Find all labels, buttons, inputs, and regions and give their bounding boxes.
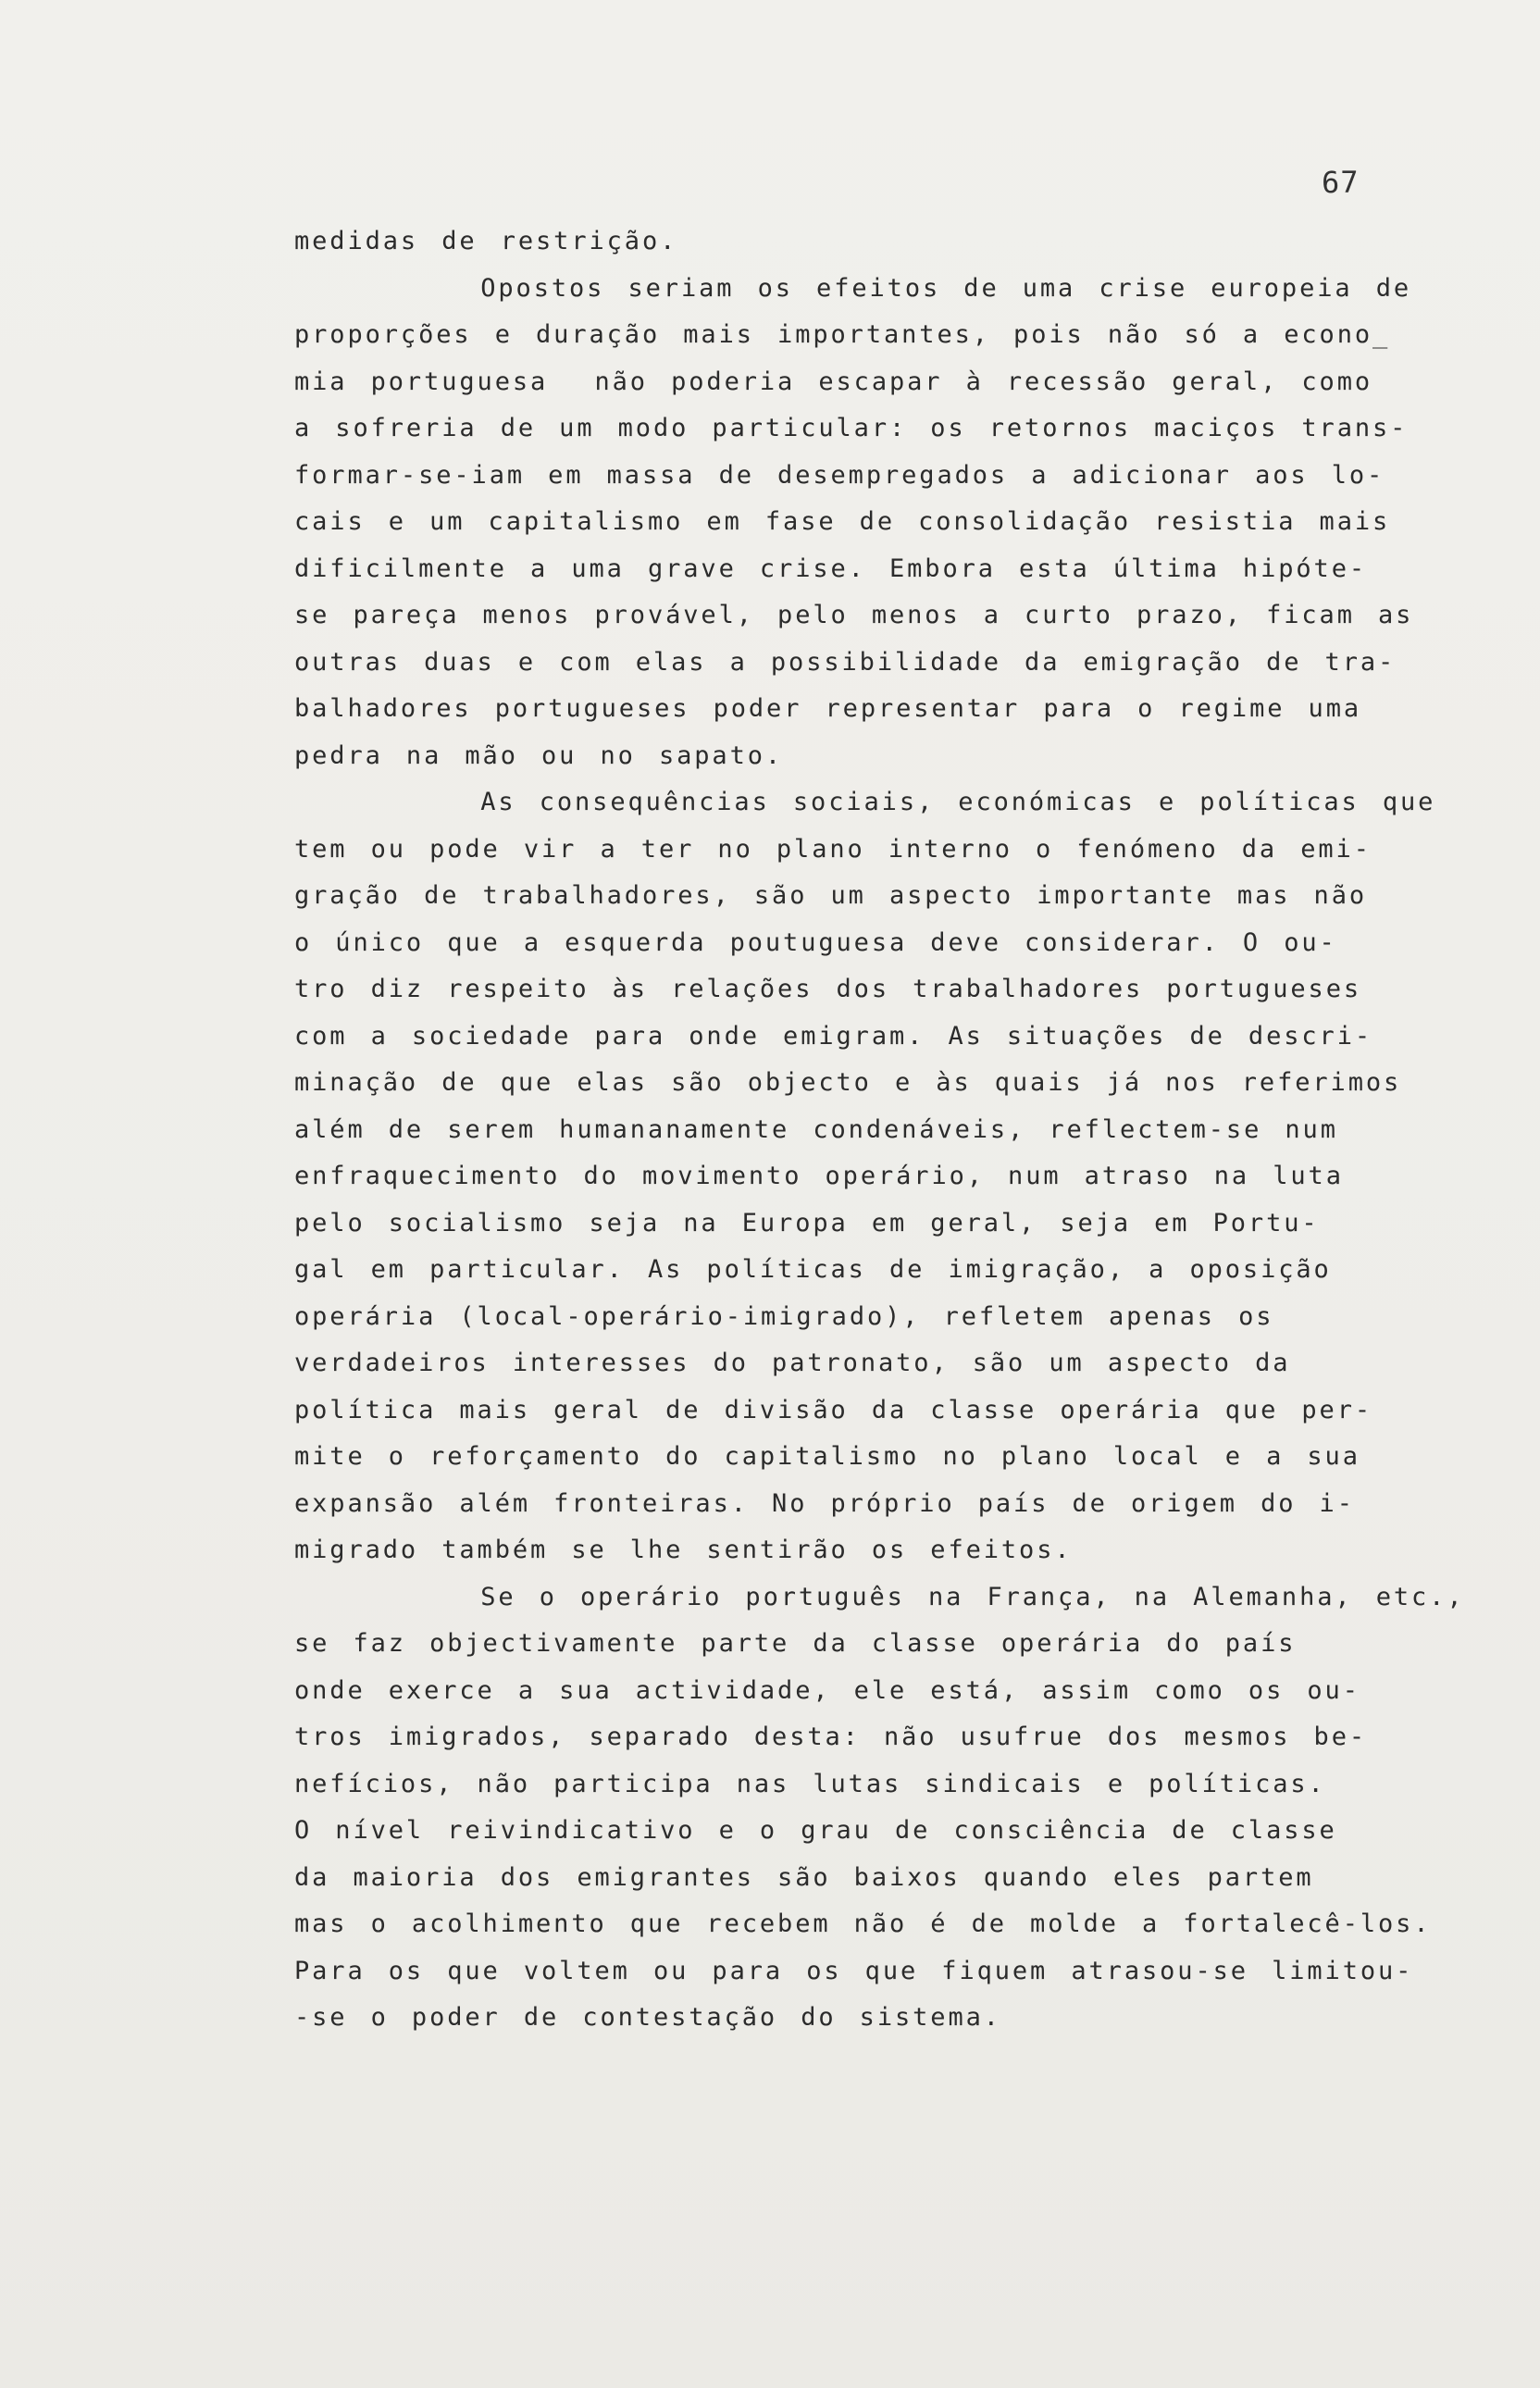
text-line: tro diz respeito às relações dos trabalhadores portugueses bbox=[294, 975, 1362, 1003]
text-line: política mais geral de divisão da classe operária que per- bbox=[294, 1395, 1373, 1424]
text-line: tem ou pode vir a ter no plano interno o fenómeno da emi- bbox=[294, 834, 1372, 864]
text-line: mia portuguesa não poderia escapar à recessão geral, como bbox=[294, 367, 1373, 396]
text-line: balhadores portugueses poder representar para o regime uma bbox=[294, 694, 1362, 723]
text-line: da maioria dos emigrantes são baixos quando eles partem bbox=[294, 1862, 1314, 1892]
text-line: mas o acolhimento que recebem não é de molde a fortalecê-los. bbox=[294, 1909, 1432, 1938]
text-line: onde exerce a sua actividade, ele está, assim como os ou- bbox=[294, 1675, 1360, 1705]
text-line: dificilmente a uma grave crise. Embora esta última hipóte- bbox=[294, 553, 1368, 583]
text-line: gal em particular. As políticas de imigração, a oposição bbox=[294, 1255, 1332, 1284]
text-line: se faz objectivamente parte da classe operária do país bbox=[294, 1629, 1297, 1658]
text-line: As consequências sociais, económicas e políticas que bbox=[294, 788, 1436, 816]
text-line: migrado também se lhe sentirão os efeitos. bbox=[294, 1536, 1073, 1564]
text-line: medidas de restrição. bbox=[294, 227, 678, 255]
text-line: a sofreria de um modo particular: os retornos maciços trans- bbox=[294, 414, 1409, 442]
text-line: O nível reivindicativo e o grau de consciência de classe bbox=[294, 1816, 1337, 1845]
text-line: formar-se-iam em massa de desempregados a adicionar aos lo- bbox=[294, 460, 1385, 490]
text-line: outras duas e com elas a possibilidade da emigração de tra- bbox=[294, 647, 1397, 677]
text-line: nefícios, não participa nas lutas sindicais e políticas. bbox=[294, 1769, 1326, 1798]
typewritten-body bbox=[294, 218, 1465, 2042]
text-line: proporções e duração mais importantes, pois não só a econo_ bbox=[294, 320, 1391, 349]
text-line: expansão além fronteiras. No próprio país de origem do i- bbox=[294, 1488, 1355, 1518]
page-number: 67 bbox=[1322, 165, 1360, 200]
text-line: o único que a esquerda poutuguesa deve considerar. O ou- bbox=[294, 927, 1337, 957]
text-line: pelo socialismo seja na Europa em geral, seja em Portu- bbox=[294, 1208, 1320, 1238]
text-line: além de serem humananamente condenáveis, reflectem-se num bbox=[294, 1114, 1338, 1144]
text-line: operária (local-operário-imigrado), refletem apenas os bbox=[294, 1301, 1274, 1331]
text-line: mite o reforçamento do capitalismo no plano local e a sua bbox=[294, 1442, 1360, 1471]
text-line: verdadeiros interesses do patronato, são um aspecto da bbox=[294, 1349, 1291, 1377]
text-line: gração de trabalhadores, são um aspecto importante mas não bbox=[294, 881, 1368, 910]
text-line: com a sociedade para onde emigram. As situações de descri- bbox=[294, 1021, 1373, 1051]
text-line: Se o operário português na França, na Alemanha, etc., bbox=[294, 1582, 1465, 1611]
text-line: enfraquecimento do movimento operário, num atraso na luta bbox=[294, 1162, 1344, 1190]
text-line: Para os que voltem ou para os que fiquem atrasou-se limitou- bbox=[294, 1956, 1414, 1985]
text-line: minação de que elas são objecto e às quais já nos referimos bbox=[294, 1068, 1402, 1097]
text-line: -se o poder de contestação do sistema. bbox=[294, 2003, 1001, 2032]
text-line: tros imigrados, separado desta: não usufrue dos mesmos be- bbox=[294, 1723, 1368, 1751]
text-line: Opostos seriam os efeitos de uma crise europeia de bbox=[294, 273, 1412, 303]
text-line: se pareça menos provável, pelo menos a curto prazo, ficam as bbox=[294, 601, 1414, 629]
text-line: pedra na mão ou no sapato. bbox=[294, 740, 784, 770]
text-line: cais e um capitalismo em fase de consolidação resistia mais bbox=[294, 507, 1391, 536]
